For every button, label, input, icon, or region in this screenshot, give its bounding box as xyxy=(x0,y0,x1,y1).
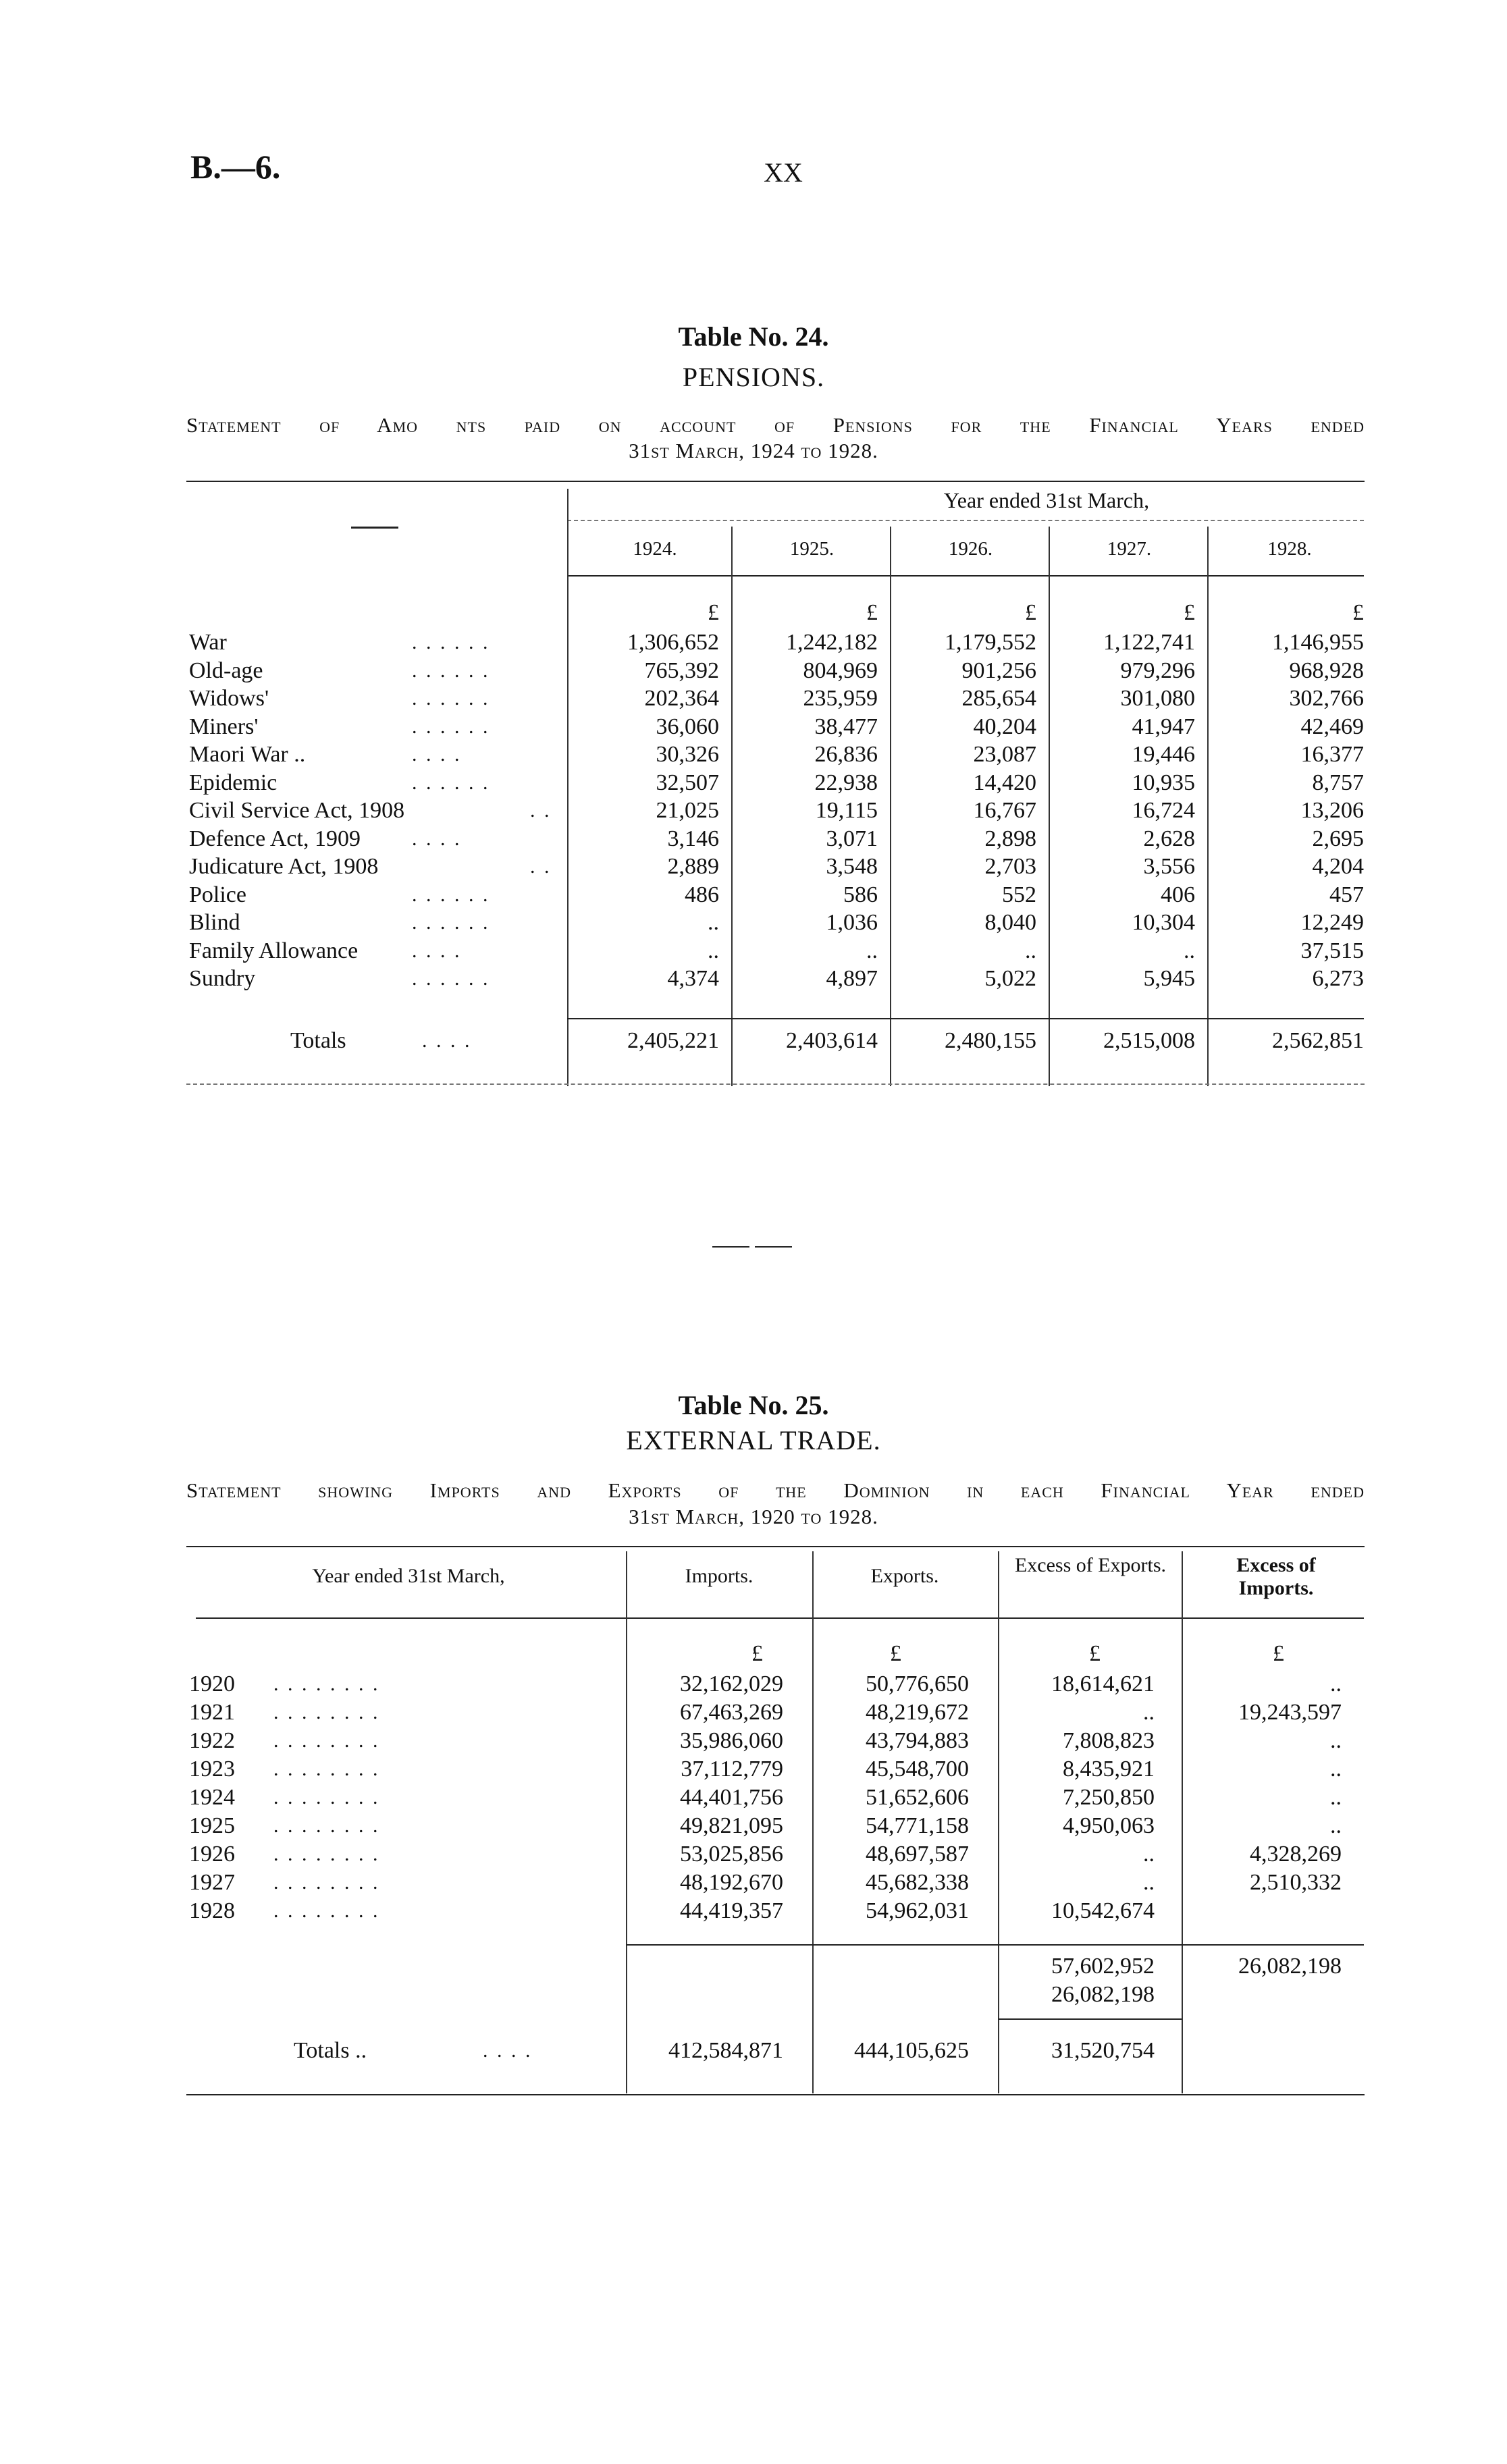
table24-row-dots: . . xyxy=(530,799,552,822)
table24-totals-dots: . . . . xyxy=(422,1029,472,1052)
table24-row-dots: . . . . . . xyxy=(412,967,490,990)
table24-cell: 42,469 xyxy=(1300,714,1364,739)
table24-cell: 1,242,182 xyxy=(786,630,878,655)
table25-cell: 44,419,357 xyxy=(680,1898,783,1923)
table24-col-1926: 1926. xyxy=(948,538,993,560)
table25-statement-line2: 31st March, 1920 to 1928. xyxy=(629,1505,878,1528)
table24-currency-3: £ xyxy=(1025,600,1036,625)
table24-currency-1: £ xyxy=(708,600,719,625)
table24-cell: 1,179,552 xyxy=(945,630,1036,655)
table24-cell: 4,374 xyxy=(667,966,719,991)
table25-totals-dots: . . . . xyxy=(483,2039,533,2062)
table24-currency-2: £ xyxy=(866,600,878,625)
table24-cell: 2,628 xyxy=(1143,826,1195,851)
table25-row-dots: . . . . . . . . xyxy=(273,1730,380,1752)
table24-cell: 302,766 xyxy=(1289,686,1364,711)
table24-cell: 3,071 xyxy=(826,826,878,851)
table25-cell: 4,328,269 xyxy=(1250,1842,1342,1867)
table24-currency-5: £ xyxy=(1352,600,1364,625)
table25-sum-excess-exports: 57,602,952 xyxy=(1051,1954,1155,1979)
table25-sum-excess-imports: 26,082,198 xyxy=(1238,1954,1342,1979)
table25-cell: 48,219,672 xyxy=(866,1700,969,1725)
table25-currency-1: £ xyxy=(751,1641,763,1666)
table25-cell: 4,950,063 xyxy=(1063,1813,1155,1838)
page-folio: XX xyxy=(764,157,803,188)
table25-row-year: 1926 xyxy=(189,1842,235,1867)
table25-col-imports: Imports. xyxy=(685,1565,754,1587)
table24-cell: .. xyxy=(866,938,878,963)
table24-cell: 16,377 xyxy=(1300,742,1364,767)
table24-cell: 901,256 xyxy=(961,658,1036,683)
table25-col-excess-exports: Excess of Exports. xyxy=(1014,1554,1167,1576)
table25-total-imports: 412,584,871 xyxy=(668,2038,783,2063)
table24-cell: 41,947 xyxy=(1132,714,1195,739)
table24-totals-rule xyxy=(567,1018,1364,1019)
table25-row-year: 1927 xyxy=(189,1870,235,1895)
table25-cell: 7,808,823 xyxy=(1063,1728,1155,1753)
table24-total-1926: 2,480,155 xyxy=(945,1028,1036,1053)
table24-cell: 23,087 xyxy=(973,742,1036,767)
table24-row-label: War xyxy=(189,630,227,655)
table24-total-1927: 2,515,008 xyxy=(1103,1028,1195,1053)
table24-cell: 406 xyxy=(1161,882,1195,907)
table24-row-label: Family Allowance xyxy=(189,938,359,963)
table24-cell: 19,446 xyxy=(1132,742,1195,767)
table25-bottom-rule xyxy=(186,2094,1365,2095)
table24-cell: 16,724 xyxy=(1132,798,1195,823)
table25-row-dots: . . . . . . . . xyxy=(273,1758,380,1780)
table25-row-dots: . . . . . . . . xyxy=(273,1843,380,1865)
separator-right xyxy=(755,1246,792,1248)
table24-cell: 4,204 xyxy=(1312,854,1364,879)
table25-row-year: 1920 xyxy=(189,1671,235,1696)
table25-cell: .. xyxy=(1330,1813,1342,1838)
table25-cell: 48,697,587 xyxy=(866,1842,969,1867)
table25-cell: 18,614,621 xyxy=(1051,1671,1155,1696)
table25-cell: .. xyxy=(1143,1870,1155,1895)
table25-row-year: 1921 xyxy=(189,1700,235,1725)
table24-group-rule xyxy=(567,520,1364,521)
table24-cell: 2,695 xyxy=(1312,826,1364,851)
table24-cell: 202,364 xyxy=(644,686,719,711)
table24-col-1925: 1925. xyxy=(789,538,835,560)
table25-currency-4: £ xyxy=(1273,1641,1284,1666)
table24-row-label: Judicature Act, 1908 xyxy=(189,854,379,879)
table24-cell: 10,935 xyxy=(1132,770,1195,795)
table24-cell: 2,703 xyxy=(984,854,1036,879)
table25-currency-3: £ xyxy=(1089,1641,1101,1666)
table24-row-label: Widows' xyxy=(189,686,269,711)
table24-cell: 8,757 xyxy=(1312,770,1364,795)
table25-cell: .. xyxy=(1330,1785,1342,1810)
table24-subtitle: PENSIONS. xyxy=(682,362,825,392)
table24-cell: 1,306,652 xyxy=(627,630,719,655)
table24-cell: 301,080 xyxy=(1120,686,1195,711)
table24-cell: 38,477 xyxy=(814,714,878,739)
table24-statement-line2: 31st March, 1924 to 1928. xyxy=(629,439,878,462)
table25-cell: .. xyxy=(1143,1700,1155,1725)
table24-cell: 968,928 xyxy=(1289,658,1364,683)
table24-cell: 2,898 xyxy=(984,826,1036,851)
table24-top-rule xyxy=(186,481,1365,482)
table24-cell: 6,273 xyxy=(1312,966,1364,991)
table24-cell: .. xyxy=(1025,938,1036,963)
table24-total-1928: 2,562,851 xyxy=(1272,1028,1364,1053)
table25-cell: 50,776,650 xyxy=(866,1671,969,1696)
table25-col-excess-imports: Excess of Imports. xyxy=(1236,1554,1316,1599)
table25-cell: 45,548,700 xyxy=(866,1757,969,1782)
table24-cell: 37,515 xyxy=(1300,938,1364,963)
table25-cell: 43,794,883 xyxy=(866,1728,969,1753)
table24-cell: 235,959 xyxy=(803,686,878,711)
table24-row-dots: . . xyxy=(530,855,552,878)
table24-cell: 32,507 xyxy=(656,770,719,795)
table24-cell: 2,889 xyxy=(667,854,719,879)
table25-totals-label: Totals .. xyxy=(294,2038,367,2063)
table25-header-rule xyxy=(196,1617,1364,1619)
table25-row-dots: . . . . . . . . xyxy=(273,1815,380,1837)
table24-row-dots: . . . . xyxy=(412,939,462,962)
table24-cell: 552 xyxy=(1002,882,1036,907)
table25-row-dots: . . . . . . . . xyxy=(273,1701,380,1723)
table24-cell: 40,204 xyxy=(973,714,1036,739)
table25-currency-2: £ xyxy=(890,1641,901,1666)
table24-row-label: Miners' xyxy=(189,714,259,739)
table24-cell: .. xyxy=(1184,938,1195,963)
table24-cell: 1,036 xyxy=(826,910,878,935)
table25-col-exports: Exports. xyxy=(870,1565,939,1587)
table25-cell: 67,463,269 xyxy=(680,1700,783,1725)
table24-row-label: Police xyxy=(189,882,246,907)
table24-currency-4: £ xyxy=(1184,600,1195,625)
table24-row-label: Sundry xyxy=(189,966,256,991)
table25-cell: 44,401,756 xyxy=(680,1785,783,1810)
table25-cell: 2,510,332 xyxy=(1250,1870,1342,1895)
table25-subtitle: EXTERNAL TRADE. xyxy=(626,1425,881,1455)
table25-sum-rule xyxy=(626,1944,1364,1946)
table25-cell: 51,652,606 xyxy=(866,1785,969,1810)
table24-row-dots: . . . . . . xyxy=(412,771,490,794)
table25-cell: 54,771,158 xyxy=(866,1813,969,1838)
table25-row-year: 1923 xyxy=(189,1757,235,1782)
table24-cell: 12,249 xyxy=(1300,910,1364,935)
table25-title: Table No. 25. xyxy=(678,1390,829,1420)
table24-cell: 804,969 xyxy=(803,658,878,683)
table24-cell: 26,836 xyxy=(814,742,878,767)
table24-row-label: Maori War .. xyxy=(189,742,306,767)
table24-cell: 19,115 xyxy=(815,798,878,823)
table24-row-dots: . . . . . . xyxy=(412,911,490,934)
table25-top-rule xyxy=(186,1546,1365,1547)
table24-cell: 486 xyxy=(685,882,719,907)
table25-vrule-1 xyxy=(626,1551,627,2093)
table25-cell: .. xyxy=(1330,1757,1342,1782)
table24-total-1925: 2,403,614 xyxy=(786,1028,878,1053)
table24-cell: 8,040 xyxy=(984,910,1036,935)
table24-statement-line1: Statement of Amo nts paid on account of Pensions for the Financial Years ended xyxy=(186,413,1365,437)
table25-cell: .. xyxy=(1330,1671,1342,1696)
table25-row-year: 1924 xyxy=(189,1785,235,1810)
table25-cell: 53,025,856 xyxy=(680,1842,783,1867)
table24-cell: 36,060 xyxy=(656,714,719,739)
table24-group-header: Year ended 31st March, xyxy=(943,488,1150,512)
table24-cell: 16,767 xyxy=(973,798,1036,823)
separator-left xyxy=(712,1246,749,1248)
table24-row-dots: . . . . . . xyxy=(412,687,490,709)
table25-row-dots: . . . . . . . . xyxy=(273,1871,380,1894)
table24-vrule-1 xyxy=(567,489,569,1086)
table25-row-dots: . . . . . . . . xyxy=(273,1786,380,1809)
table24-cell: .. xyxy=(708,938,719,963)
table25-row-year: 1922 xyxy=(189,1728,235,1753)
table24-row-dots: . . . . xyxy=(412,827,462,850)
table25-col-year: Year ended 31st March, xyxy=(312,1565,505,1587)
table25-cell: 37,112,779 xyxy=(681,1757,783,1782)
table24-row-dots: . . . . . . xyxy=(412,715,490,738)
table24-cell: 10,304 xyxy=(1132,910,1195,935)
table24-cell: 5,022 xyxy=(984,966,1036,991)
table24-row-dots: . . . . . . xyxy=(412,883,490,906)
table25-row-year: 1925 xyxy=(189,1813,235,1838)
table24-row-label: Epidemic xyxy=(189,770,277,795)
table25-cell: 49,821,095 xyxy=(680,1813,783,1838)
table24-totals-label: Totals xyxy=(290,1028,346,1053)
table25-total-excess-exports: 31,520,754 xyxy=(1051,2038,1155,2063)
table25-statement-line1: Statement showing Imports and Exports of the Dominion in each Financial Year ended xyxy=(186,1478,1365,1502)
table24-cell: 979,296 xyxy=(1120,658,1195,683)
table25-net-rule xyxy=(998,2018,1182,2020)
table24-cell: 1,122,741 xyxy=(1103,630,1195,655)
table24-col-1927: 1927. xyxy=(1107,538,1152,560)
table24-cell: 765,392 xyxy=(644,658,719,683)
table24-total-1924: 2,405,221 xyxy=(627,1028,719,1053)
table24-cell: 3,556 xyxy=(1143,854,1195,879)
table24-cell: .. xyxy=(708,910,719,935)
table25-row-dots: . . . . . . . . xyxy=(273,1900,380,1922)
table24-cell: 285,654 xyxy=(961,686,1036,711)
table24-col-1928: 1928. xyxy=(1267,538,1312,560)
table24-row-label: Old-age xyxy=(189,658,263,683)
table25-cell: 45,682,338 xyxy=(866,1870,969,1895)
table24-cell: 30,326 xyxy=(656,742,719,767)
table24-cell: 5,945 xyxy=(1143,966,1195,991)
table24-stub-dash xyxy=(351,527,398,529)
table24-row-label: Civil Service Act, 1908 xyxy=(189,798,405,823)
table24-row-dots: . . . . . . xyxy=(412,659,490,682)
table25-cell: .. xyxy=(1330,1728,1342,1753)
table24-row-label: Defence Act, 1909 xyxy=(189,826,361,851)
table25-total-exports: 444,105,625 xyxy=(854,2038,969,2063)
table25-cell: .. xyxy=(1143,1842,1155,1867)
page-reference: B.—6. xyxy=(190,148,281,186)
table25-row-dots: . . . . . . . . xyxy=(273,1673,380,1695)
table24-cell: 3,146 xyxy=(667,826,719,851)
table24-row-dots: . . . . . . xyxy=(412,631,490,653)
table25-cell: 8,435,921 xyxy=(1063,1757,1155,1782)
table25-cell: 32,162,029 xyxy=(680,1671,783,1696)
table24-row-label: Blind xyxy=(189,910,240,935)
table24-row-dots: . . . . xyxy=(412,743,462,766)
table24-cell: 3,548 xyxy=(826,854,878,879)
table24-header-rule xyxy=(567,575,1364,577)
table25-cell: 54,962,031 xyxy=(866,1898,969,1923)
table24-bottom-rule xyxy=(186,1083,1365,1085)
table24-col-1924: 1924. xyxy=(633,538,677,560)
table25-cell: 10,542,674 xyxy=(1051,1898,1155,1923)
table24-cell: 4,897 xyxy=(826,966,878,991)
table25-cell: 48,192,670 xyxy=(680,1870,783,1895)
table24-title: Table No. 24. xyxy=(678,321,829,352)
table24-cell: 586 xyxy=(843,882,878,907)
table24-cell: 21,025 xyxy=(656,798,719,823)
table25-row-year: 1928 xyxy=(189,1898,235,1923)
table24-cell: 1,146,955 xyxy=(1272,630,1364,655)
table24-cell: 457 xyxy=(1329,882,1364,907)
table24-cell: 13,206 xyxy=(1300,798,1364,823)
table25-cell: 35,986,060 xyxy=(680,1728,783,1753)
table25-cell: 19,243,597 xyxy=(1238,1700,1342,1725)
table25-less-excess-imports: 26,082,198 xyxy=(1051,1982,1155,2007)
table25-cell: 7,250,850 xyxy=(1063,1785,1155,1810)
table24-cell: 14,420 xyxy=(973,770,1036,795)
table24-cell: 22,938 xyxy=(814,770,878,795)
